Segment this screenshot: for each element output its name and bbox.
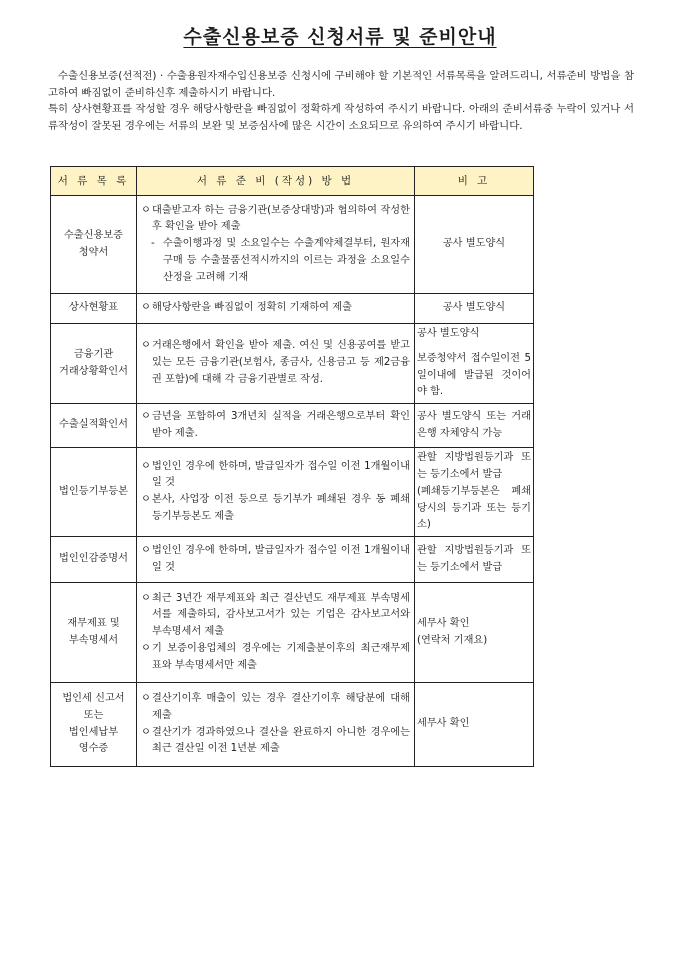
method-cell	[137, 196, 415, 294]
note-gap	[417, 343, 531, 351]
document-name-line: 청약서	[78, 246, 109, 258]
table-row	[51, 448, 534, 537]
document-name-line: 상사현황표	[68, 302, 119, 314]
document-name-cell	[51, 196, 137, 294]
method-item-text: 기 보증이용업체의 경우에는 기제출분이후의 최근재무제표와 부속명세서만 제출	[152, 643, 410, 671]
document-name-line: 법인세납부	[68, 726, 119, 738]
page-title: 수출신용보증 신청서류 및 준비안내	[183, 26, 497, 48]
method-cell	[137, 448, 415, 537]
remarks-cell	[415, 294, 534, 324]
bullet-icon: ㅇ	[141, 544, 151, 556]
method-item	[141, 203, 410, 237]
remarks-text: 공사 별도양식	[442, 238, 506, 250]
document-name-line: 법인인감증명서	[59, 553, 128, 565]
method-item	[141, 459, 410, 493]
table-row	[51, 294, 534, 324]
remarks-cell	[415, 196, 534, 294]
method-item	[141, 543, 410, 577]
remarks-text: 관할 지방법원등기과 또는 등기소에서 발급	[417, 452, 531, 480]
bullet-icon: ㅇ	[141, 340, 151, 352]
intro-text	[48, 68, 634, 134]
remarks-cell	[415, 448, 534, 537]
method-item-text: 결산기이후 매출이 있는 경우 결산기이후 해당분에 대해 제출	[152, 693, 410, 721]
method-cell	[137, 324, 415, 404]
method-item-text: 법인인 경우에 한하며, 발급일자가 접수일 이전 1개월이내일 것	[152, 460, 410, 489]
bullet-icon: ㅇ	[141, 302, 151, 314]
table-row	[51, 404, 534, 448]
method-item	[141, 409, 410, 443]
method-item-text: 최근 3년간 재무제표와 최근 결산년도 재무제표 부속명세서를 제출하되, 감사보고서가 있는 기업은 감사보고서와 부속명세서 제출	[152, 592, 410, 638]
method-item	[141, 691, 410, 725]
document-name-line: 금융기관	[73, 348, 114, 360]
document-name-cell	[51, 583, 137, 683]
method-sub-item-text: 수출이행과정 및 소요일수는 수출계약체결부터, 원자재구매 등 수출물품선적시까지의 이르는 과정을 소요일수산정을 고려해 기재	[163, 238, 410, 283]
remarks-cell	[415, 583, 534, 683]
method-cell	[137, 537, 415, 583]
method-item	[141, 492, 410, 526]
method-item-text: 금년을 포함하여 3개년치 실적을 거래은행으로부터 확인받아 제출.	[152, 410, 410, 439]
remarks-text: 공사 별도양식	[442, 302, 506, 314]
remarks-cell	[415, 404, 534, 448]
method-sub-item	[141, 236, 410, 286]
table-row	[51, 683, 534, 767]
header-remarks: 비 고	[415, 167, 534, 196]
remarks-text: (폐쇄등기부등본은 폐쇄 당시의 등기과 또는 등기소)	[417, 485, 531, 531]
bullet-icon: ㅇ	[141, 204, 151, 216]
remarks-text: (연락처 기재요)	[417, 634, 488, 646]
document-name-cell	[51, 537, 137, 583]
remarks-cell	[415, 324, 534, 404]
document-name-line: 거래상황확인서	[59, 365, 128, 377]
method-item	[141, 641, 410, 675]
bullet-icon: ㅇ	[141, 643, 151, 655]
document-list-table	[50, 166, 534, 767]
document-name-line: 또는	[83, 709, 104, 721]
bullet-icon: ㅇ	[141, 693, 151, 705]
dash-icon: -	[151, 238, 155, 250]
remarks-text: 보증청약서 접수일이전 5일이내에 발급된 것이어야 함.	[417, 352, 531, 398]
table-row	[51, 324, 534, 404]
document-name-line: 부속명세서	[68, 634, 119, 646]
bullet-icon: ㅇ	[141, 592, 151, 604]
method-item	[141, 591, 410, 641]
method-item-text: 법인인 경우에 한하며, 발급일자가 접수일 이전 1개월이내일 것	[152, 544, 410, 573]
document-name-cell	[51, 683, 137, 767]
method-item-text: 대출받고자 하는 금융기관(보증상대방)과 협의하여 작성한 후 확인을 받아 제출	[152, 204, 410, 233]
method-item	[141, 338, 410, 388]
document-name-line: 재무제표 및	[67, 617, 120, 629]
remarks-text: 공사 별도양식 또는 거래은행 자체양식 가능	[417, 410, 531, 439]
document-name-cell	[51, 324, 137, 404]
document-name-cell	[51, 294, 137, 324]
method-item-text: 해당사항란을 빠짐없이 정확히 기재하여 제출	[152, 302, 352, 314]
method-cell	[137, 583, 415, 683]
bullet-icon: ㅇ	[141, 410, 151, 422]
remarks-cell	[415, 683, 534, 767]
document-name-line: 수출신용보증	[63, 229, 124, 241]
table-row	[51, 583, 534, 683]
table-header-row	[51, 167, 534, 196]
document-name-line: 수출실적확인서	[59, 419, 128, 431]
method-cell	[137, 404, 415, 448]
method-item-text: 거래은행에서 확인을 받아 제출. 여신 및 신용공여를 받고 있는 모든 금융기관(보험사, 종금사, 신용금고 등 제2금융권 포함)에 대해 각 금융기관별로 작성.	[152, 340, 410, 385]
header-preparation-method: 서 류 준 비 (작성) 방 법	[137, 167, 415, 196]
method-cell	[137, 683, 415, 767]
document-name-line: 법인등기부등본	[59, 485, 128, 497]
remarks-text: 세무사 확인	[417, 718, 470, 730]
method-item-text: 결산기가 경과하였으나 결산을 완료하지 아니한 경우에는 최근 결산일 이전 1년분 제출	[152, 726, 410, 755]
method-cell	[137, 294, 415, 324]
remarks-text: 관할 지방법원등기과 또는 등기소에서 발급	[417, 544, 531, 573]
remarks-text: 세무사 확인	[417, 617, 470, 629]
bullet-icon: ㅇ	[141, 726, 151, 738]
document-name-cell	[51, 404, 137, 448]
method-item	[141, 300, 410, 317]
table-row	[51, 196, 534, 294]
intro-paragraph-2: 특히 상사현황표를 작성할 경우 해당사항란을 빠짐없이 정확하게 작성하여 주시기 바랍니다. 아래의 준비서류중 누락이 있거나 서류작성이 잘못된 경우에는 서류의 보완 및 보증심사에 많은 시간이 소요되므로 유의하여 주시기 바랍니다.	[48, 103, 634, 132]
remarks-text: 공사 별도양식	[417, 328, 480, 339]
header-document-list: 서 류 목 록	[51, 167, 137, 196]
intro-paragraph-1: 수출신용보증(선적전) · 수출용원자재수입신용보증 신청시에 구비해야 할 기본적인 서류목록을 알려드리니, 서류준비 방법을 참고하여 빠짐없이 준비하신후 제출하시기 바랍니다.	[48, 70, 634, 99]
method-item-text: 본사, 사업장 이전 등으로 등기부가 폐쇄된 경우 동 폐쇄 등기부등본도 제출	[152, 494, 410, 522]
table-row	[51, 537, 534, 583]
document-name-line: 법인세 신고서	[62, 693, 125, 705]
document-name-cell	[51, 448, 137, 537]
method-item	[141, 725, 410, 759]
bullet-icon: ㅇ	[141, 494, 151, 506]
remarks-cell	[415, 537, 534, 583]
bullet-icon: ㅇ	[141, 460, 151, 472]
document-name-line: 영수증	[78, 743, 109, 755]
